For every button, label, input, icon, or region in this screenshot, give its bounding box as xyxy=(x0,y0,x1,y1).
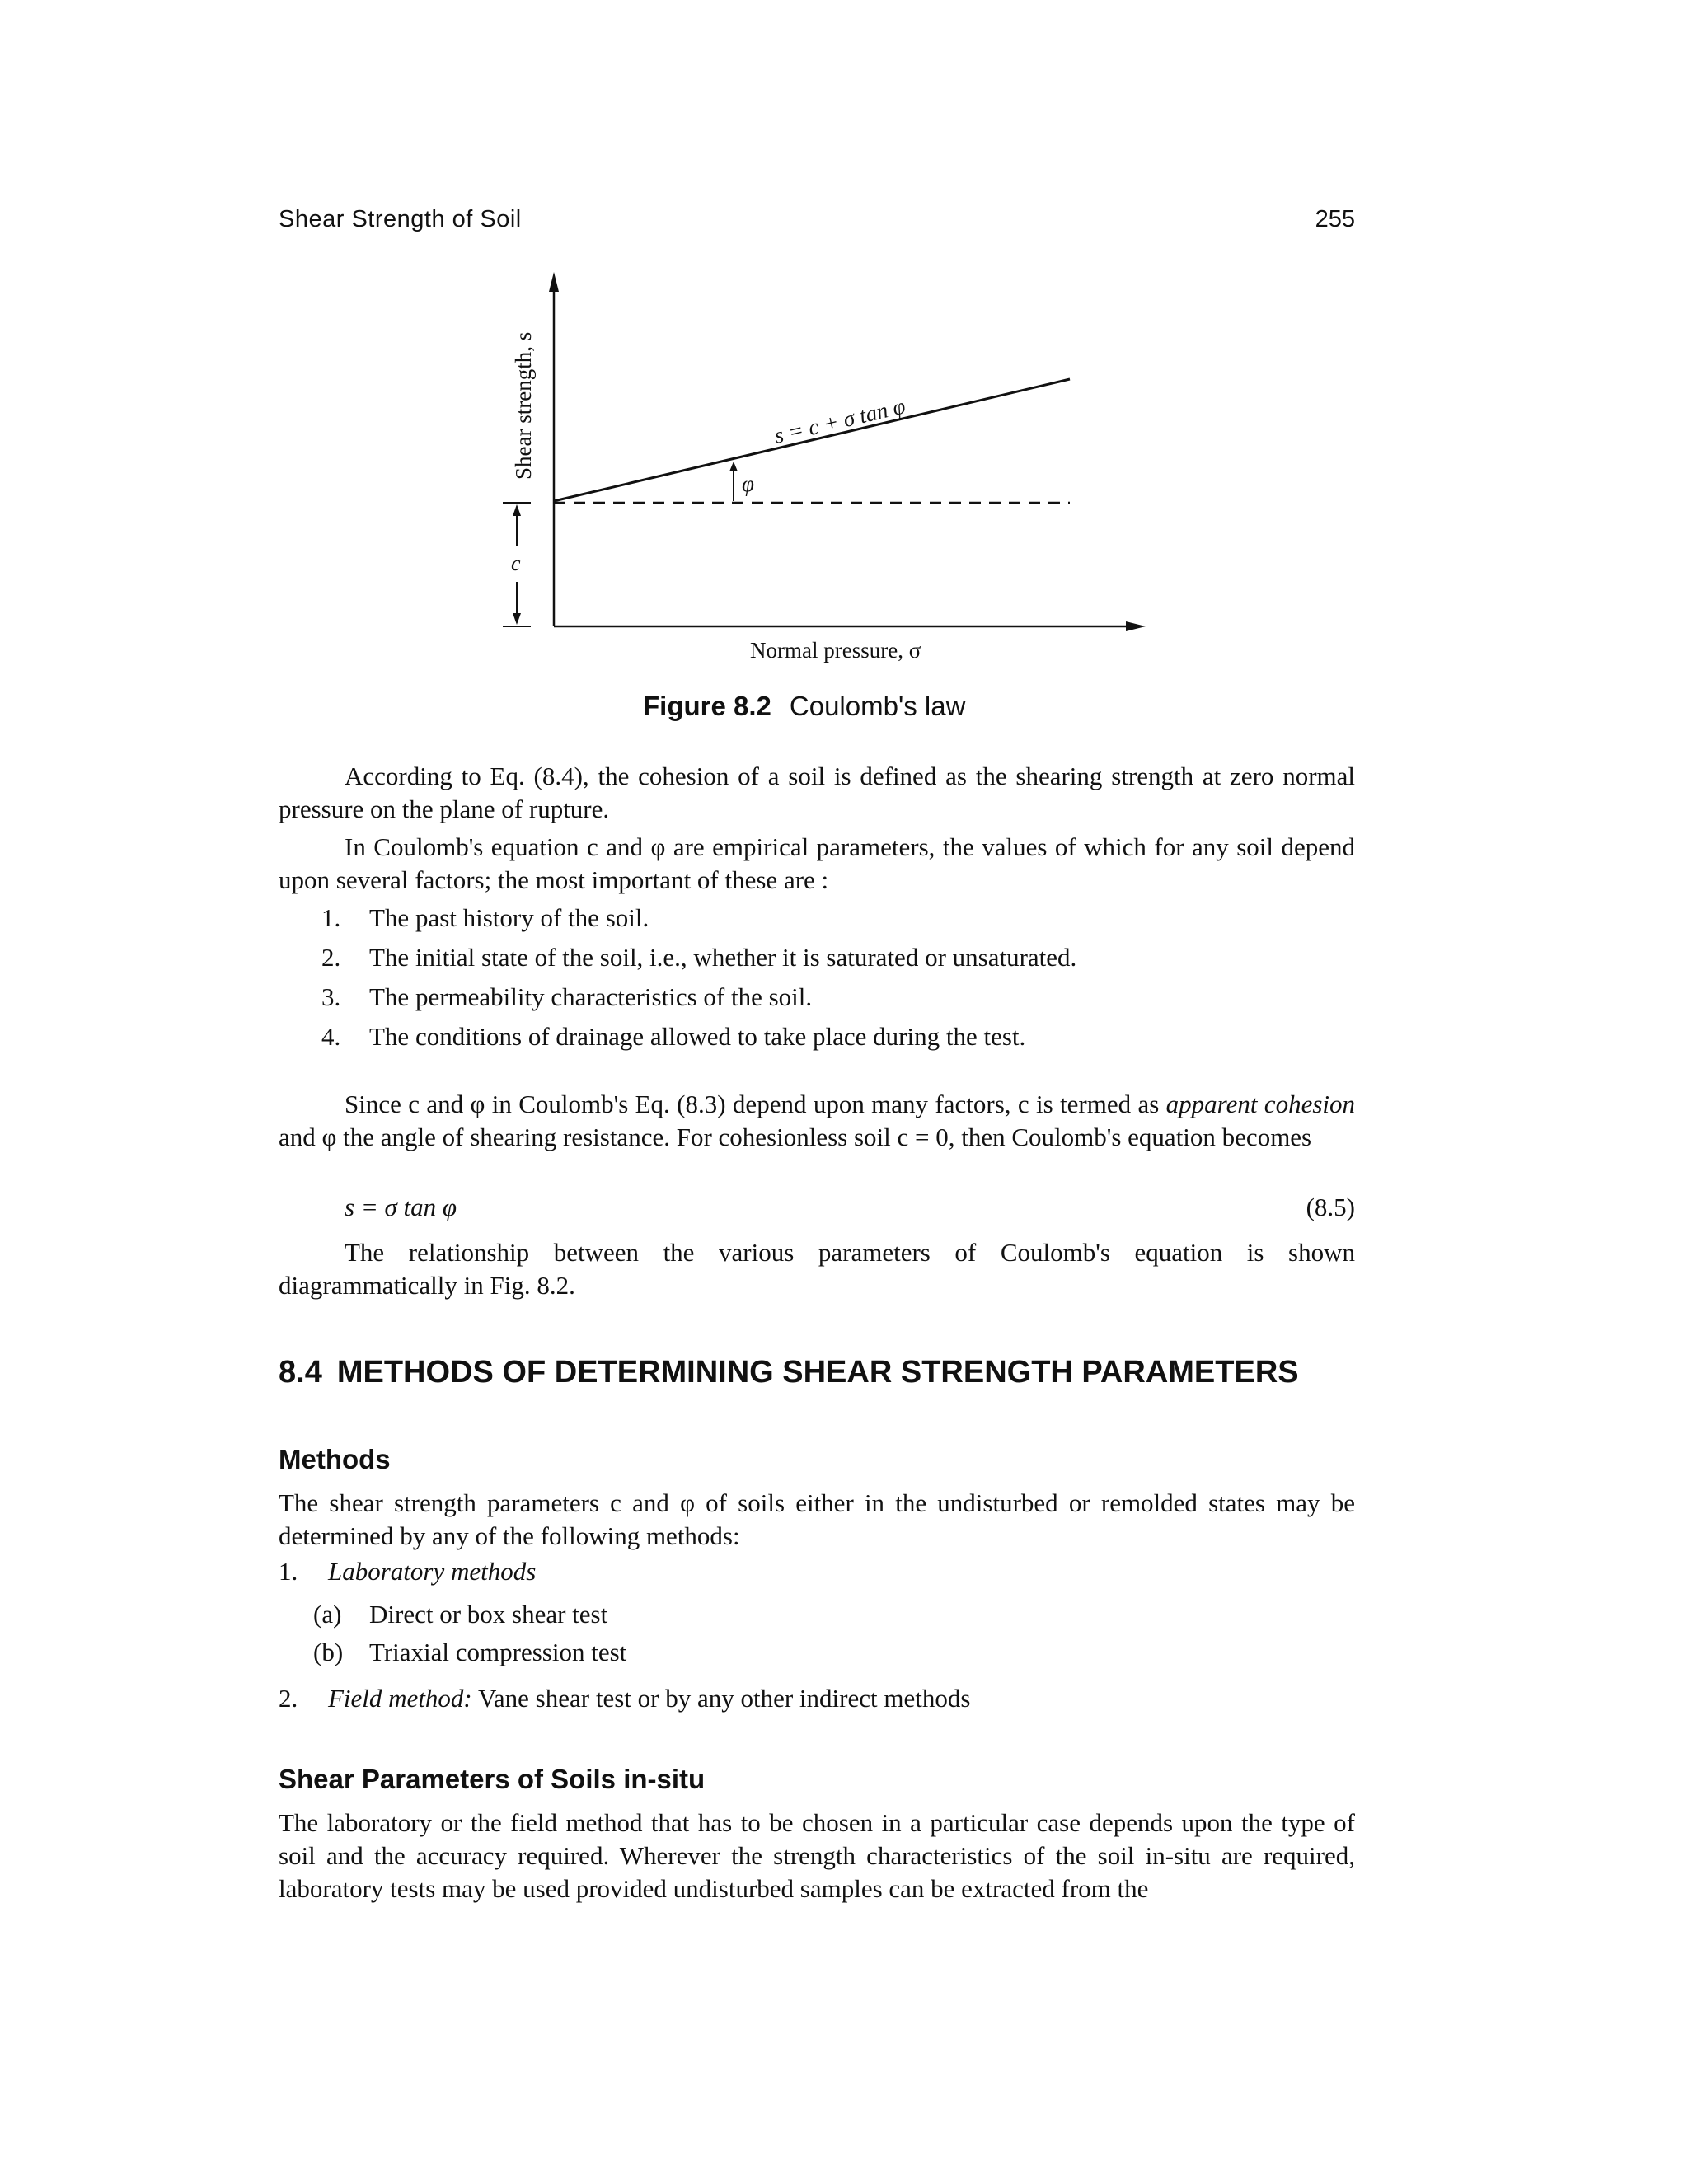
list-number: (a) xyxy=(313,1600,342,1629)
list-number: 4. xyxy=(321,1022,341,1051)
list-number: (b) xyxy=(313,1638,344,1666)
page-number: 255 xyxy=(1315,206,1355,232)
sub-method-item xyxy=(279,1596,1355,1633)
list-item-text: Direct or box shear test xyxy=(369,1600,608,1629)
list-item-text: Triaxial compression test xyxy=(369,1638,627,1666)
c-dimension-arrow-up xyxy=(513,504,521,516)
figure-title: Coulomb's law xyxy=(789,691,966,721)
x-axis-arrowhead xyxy=(1126,621,1146,631)
figure-number: Figure 8.2 xyxy=(643,691,771,721)
text-run: and φ the angle of shearing resistance. For cohesionless soil c = 0, then Coulomb's equation becomes xyxy=(279,1122,1312,1151)
section-number: 8.4 xyxy=(279,1355,322,1390)
paragraph-text: In Coulomb's equation c and φ are empirical parameters, the values of which for any soil depend upon several factors; the most important of these are : xyxy=(279,832,1355,894)
section-heading xyxy=(279,1352,1355,1393)
list-item xyxy=(279,898,1355,938)
list-item-text: The past history of the soil. xyxy=(369,903,649,932)
paragraph-methods-intro xyxy=(279,1487,1355,1553)
paragraph-cohesion-definition xyxy=(279,760,1355,826)
list-item-text: Vane shear test or by any other indirect methods xyxy=(471,1684,971,1713)
coulomb-law-diagram xyxy=(462,264,1170,668)
list-item-text: The permeability characteristics of the soil. xyxy=(369,982,813,1011)
intercept-label: c xyxy=(511,551,521,575)
list-number: 1. xyxy=(321,903,341,932)
list-item xyxy=(279,938,1355,977)
angle-arrowhead xyxy=(729,462,738,471)
list-item xyxy=(279,1017,1355,1057)
list-number: 3. xyxy=(321,982,341,1011)
paragraph-relationship xyxy=(279,1236,1355,1302)
paragraph-insitu xyxy=(279,1807,1355,1905)
list-item xyxy=(279,977,1355,1017)
method-item-field xyxy=(279,1680,1355,1718)
y-axis-label: Shear strength, s xyxy=(511,331,536,480)
methods-list xyxy=(279,1553,1355,1718)
paragraph-text: The relationship between the various parameters of Coulomb's equation is shown diagrammatically in Fig. 8.2. xyxy=(279,1238,1355,1300)
line-equation-label: s = c + σ tan φ xyxy=(771,393,908,448)
c-dimension-arrow-down xyxy=(513,613,521,625)
paragraph-empirical-parameters xyxy=(279,831,1355,897)
paragraph-text: The shear strength parameters c and φ of soils either in the undisturbed or remolded states may be determined by any of the following methods: xyxy=(279,1488,1355,1550)
x-axis-label: Normal pressure, σ xyxy=(750,638,921,663)
list-number: 1. xyxy=(279,1557,298,1586)
coulomb-law-figure xyxy=(462,264,1170,668)
sub-method-item xyxy=(279,1633,1355,1671)
y-axis-arrowhead xyxy=(549,272,559,292)
method-item-laboratory xyxy=(279,1553,1355,1591)
paragraph-text: The laboratory or the field method that has to be chosen in a particular case depends upon the type of soil and the accuracy required. Wherever the strength characteristics of the soil in-situ are required, laboratory tests may be used provided undisturbed samples can be extracted from the xyxy=(279,1808,1355,1903)
list-item-text: The conditions of drainage allowed to take place during the test. xyxy=(369,1022,1026,1051)
equation-8-5 xyxy=(345,1191,1355,1224)
angle-label: φ xyxy=(742,471,754,496)
method-label: Field method: xyxy=(328,1684,472,1713)
figure-caption xyxy=(643,691,965,722)
list-number: 2. xyxy=(321,943,341,972)
equation-number: (8.5) xyxy=(1306,1193,1355,1221)
factors-list xyxy=(279,898,1355,1057)
method-label: Laboratory methods xyxy=(328,1557,537,1586)
list-item-text: The initial state of the soil, i.e., whether it is saturated or unsaturated. xyxy=(369,943,1077,972)
running-title: Shear Strength of Soil xyxy=(279,206,522,232)
list-number: 2. xyxy=(279,1684,298,1713)
paragraph-text: According to Eq. (8.4), the cohesion of a soil is defined as the shearing strength at zero normal pressure on the plane of rupture. xyxy=(279,762,1355,823)
section-title: METHODS OF DETERMINING SHEAR STRENGTH PARAMETERS xyxy=(336,1355,1299,1390)
methods-heading: Methods xyxy=(279,1444,391,1474)
equation-expression: s = σ tan φ xyxy=(345,1193,457,1221)
paragraph-text xyxy=(279,1088,1355,1154)
emphasis-apparent-cohesion: apparent cohesion xyxy=(1165,1090,1356,1118)
text-run: Since c and φ in Coulomb's Eq. (8.3) depend upon many factors, c is termed as xyxy=(345,1090,1166,1118)
insitu-heading: Shear Parameters of Soils in-situ xyxy=(279,1764,706,1794)
paragraph-apparent-cohesion xyxy=(279,1088,1355,1154)
